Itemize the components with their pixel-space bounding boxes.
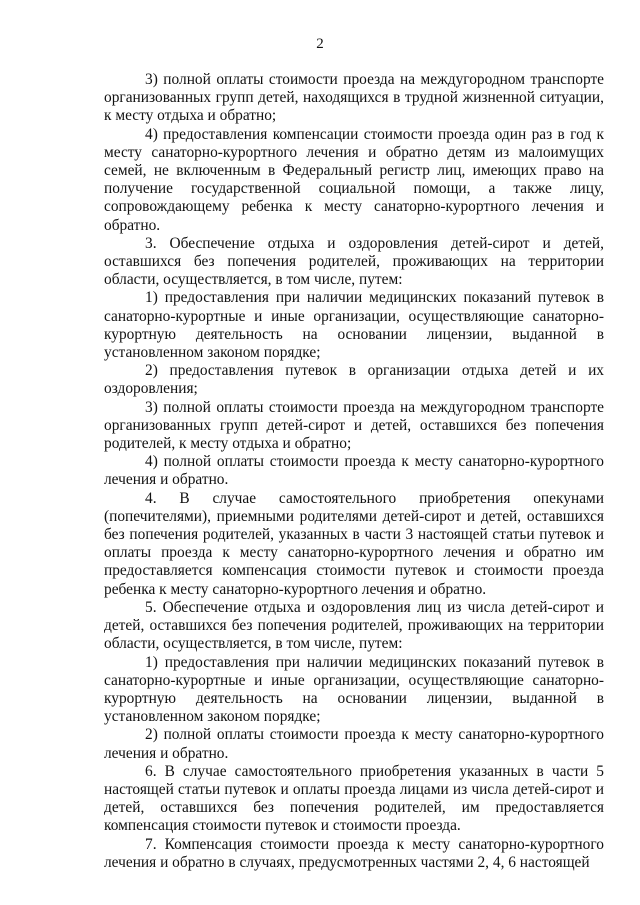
paragraph: 6. В случае самостоятельного приобретения указанных в части 5 настоящей статьи путевок и оплаты проезда лицами из числа детей-сирот и детей, оставшихся без попечения родителей, им предоставляется компенсация стоимости путевок и стоимости проезда. [104, 762, 604, 835]
paragraph: 2) полной оплаты стоимости проезда к месту санаторно-курортного лечения и обратно. [104, 726, 604, 762]
body-text [104, 71, 604, 872]
paragraph: 5. Обеспечение отдыха и оздоровления лиц из числа детей-сирот и детей, оставшихся без попечения родителей, проживающих на территории области, осуществляется, в том числе, путем: [104, 598, 604, 653]
paragraph: 1) предоставления при наличии медицинских показаний путевок в санаторно-курортные и иные организации, осуществляющие санаторно-курортную деятельность на основании лицензии, выданной в установленном законом порядке; [104, 653, 604, 726]
paragraph: 2) предоставления путевок в организации отдыха детей и их оздоровления; [104, 362, 604, 398]
paragraph: 7. Компенсация стоимости проезда к месту санаторно-курортного лечения и обратно в случаях, предусмотренных частями 2, 4, 6 настоящей [104, 835, 604, 871]
paragraph: 3. Обеспечение отдыха и оздоровления детей-сирот и детей, оставшихся без попечения родителей, проживающих на территории области, осуществляется, в том числе, путем: [104, 234, 604, 289]
paragraph: 4) предоставления компенсации стоимости проезда один раз в год к месту санаторно-курортного лечения и обратно детям из малоимущих семей, не включенным в Федеральный регистр лиц, имеющих право на получение государственной социальной помощи, а также лицу, сопровождающему ребенка к месту санаторно-курортного лечения и обратно. [104, 125, 604, 234]
paragraph: 1) предоставления при наличии медицинских показаний путевок в санаторно-курортные и иные организации, осуществляющие санаторно-курортную деятельность на основании лицензии, выданной в установленном законом порядке; [104, 289, 604, 362]
page-number: 2 [316, 36, 324, 52]
paragraph: 4. В случае самостоятельного приобретения опекунами (попечителями), приемными родителями детей-сирот и детей, оставшихся без попечения родителей, указанных в части 3 настоящей статьи путевок и оплаты проезда к месту санаторно-курортного лечения и обратно им предоставляется компенсация стоимости путевок и стоимости проезда ребенка к месту санаторно-курортного лечения и обратно. [104, 489, 604, 598]
paragraph: 3) полной оплаты стоимости проезда на междугородном транспорте организованных групп детей, находящихся в трудной жизненной ситуации, к месту отдыха и обратно; [104, 71, 604, 125]
paragraph: 4) полной оплаты стоимости проезда к месту санаторно-курортного лечения и обратно. [104, 453, 604, 489]
paragraph: 3) полной оплаты стоимости проезда на междугородном транспорте организованных групп детей-сирот и детей, оставшихся без попечения родителей, к месту отдыха и обратно; [104, 398, 604, 453]
